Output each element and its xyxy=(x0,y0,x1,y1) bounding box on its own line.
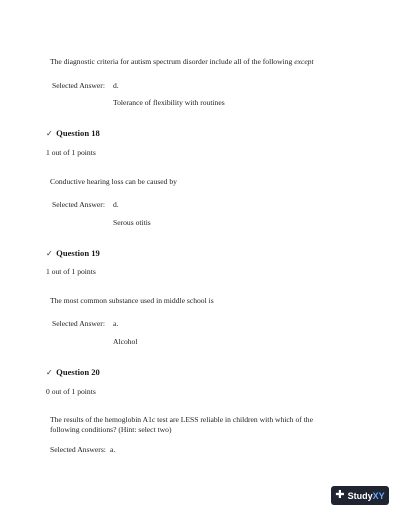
question-prompt: Conductive hearing loss can be caused by xyxy=(50,177,177,186)
prompt-emphasis: except xyxy=(294,57,314,66)
check-icon: ✓ xyxy=(46,129,53,138)
question-prompt: The most common substance used in middle school is xyxy=(50,296,214,305)
question-points: 1 out of 1 points xyxy=(46,267,96,276)
question-points: 1 out of 1 points xyxy=(46,148,96,157)
studyxy-logo xyxy=(331,486,389,505)
selected-answer-letter: d. xyxy=(113,200,119,209)
selected-answer-letter: d. xyxy=(113,81,119,90)
question-title: Question 19 xyxy=(56,248,100,258)
selected-answer-letter: a. xyxy=(110,445,116,454)
question-heading xyxy=(46,367,100,377)
answer-text: Serous otitis xyxy=(113,218,151,227)
answer-text: Tolerance of flexibility with routines xyxy=(113,98,225,107)
question-title: Question 20 xyxy=(56,367,100,377)
question-heading xyxy=(46,128,100,138)
selected-answer-label: Selected Answer: xyxy=(52,319,105,328)
check-icon: ✓ xyxy=(46,249,53,258)
answer-text: Alcohol xyxy=(113,337,138,346)
selected-answer-letter: a. xyxy=(113,319,119,328)
selected-answer-label: Selected Answer: xyxy=(52,81,105,90)
question-title: Question 18 xyxy=(56,128,100,138)
selected-answer-label: Selected Answer: xyxy=(52,200,105,209)
plus-icon: ✚ xyxy=(335,489,345,501)
question-prompt: The results of the hemoglobin A1c test are LESS reliable in children with which of the following conditions? (Hint: select two) xyxy=(50,415,313,434)
check-icon: ✓ xyxy=(46,368,53,377)
question-prompt xyxy=(50,57,314,67)
logo-word-study: Study xyxy=(347,490,373,501)
question-points: 0 out of 1 points xyxy=(46,387,96,396)
prompt-text: The diagnostic criteria for autism spectrum disorder include all of the following xyxy=(50,57,295,66)
question-heading xyxy=(46,248,100,258)
logo-text xyxy=(348,491,385,501)
logo-word-xy: XY xyxy=(372,490,385,501)
selected-answer-label: Selected Answers: xyxy=(50,445,106,454)
